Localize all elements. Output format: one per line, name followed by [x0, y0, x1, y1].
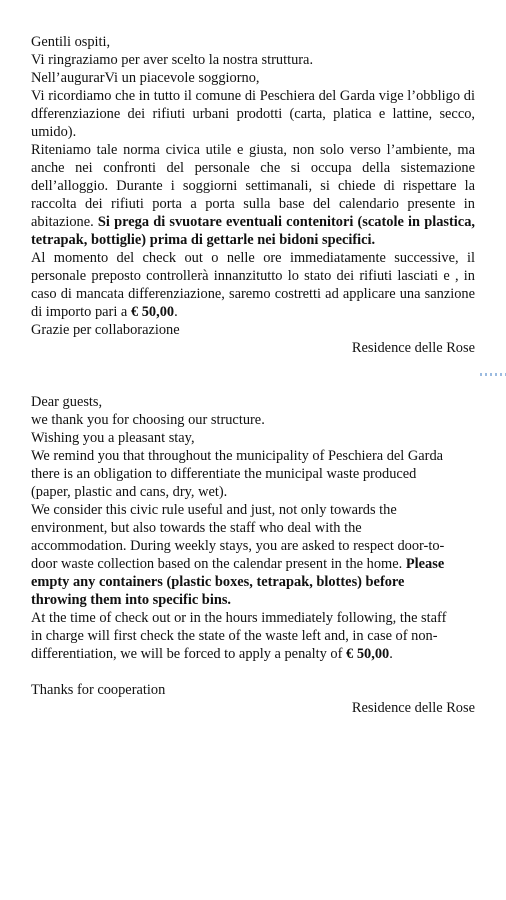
- english-notice: [31, 393, 475, 717]
- english-line6: We consider this civic rule useful and just, not only towards the: [31, 502, 397, 518]
- english-line13: in charge will first check the state of the waste left and, in case of non-: [31, 628, 438, 644]
- english-line2: Wishing you a pleasant stay,: [31, 430, 195, 446]
- english-signature: Residence delle Rose: [351, 700, 475, 716]
- italian-para3-text: Al momento del check out o nelle ore immediatamente successive, il personale preposto controllerà innanzitutto lo stato dei rifiuti lasciati e , in caso di mancata differenziazione, saremo costretti ad applicare una sanzione di importo pari a: [31, 250, 475, 320]
- english-line1: we thank you for choosing our structure.: [31, 412, 265, 428]
- italian-para3: [31, 249, 475, 321]
- italian-para2-text: Riteniamo tale norma civica utile e giusta, non solo verso l’ambiente, ma anche nei confronti del personale che si occupa della sistemazione dell’alloggio. Durante i soggiorni settimanali, si chiede di rispettare la raccolta dei rifiuti porta a porta sulla base del calendario presente in abitazione.: [31, 142, 475, 230]
- english-line14: [31, 645, 475, 663]
- italian-signature: Residence delle Rose: [351, 340, 475, 356]
- decorative-dots: [480, 373, 506, 376]
- english-line9-bold: Please: [405, 556, 445, 572]
- english-greeting: Dear guests,: [31, 394, 103, 410]
- italian-penalty: € 50,00: [130, 304, 175, 320]
- english-line11: [31, 591, 475, 609]
- section-spacer: [31, 357, 475, 393]
- italian-line2: Nell’augurarVi un piacevole soggiorno,: [31, 70, 260, 86]
- italian-para1: Vi ricordiamo che in tutto il comune di Peschiera del Garda vige l’obbligo di dfferenziazione dei rifiuti urbani prodotti (carta, platica e lattine, secco, umido).: [31, 88, 475, 140]
- english-line4: there is an obligation to differentiate the municipal waste produced: [31, 466, 417, 482]
- english-line11-bold: throwing them into specific bins.: [31, 592, 232, 608]
- italian-greeting: Gentili ospiti,: [31, 34, 111, 50]
- english-line9-text: door waste collection based on the calendar present in the home.: [31, 556, 403, 572]
- italian-para2: [31, 141, 475, 249]
- english-line12: At the time of check out or in the hours immediately following, the staff: [31, 610, 447, 626]
- english-line14-end: .: [389, 646, 393, 662]
- english-line3: We remind you that throughout the municipality of Peschiera del Garda: [31, 448, 444, 464]
- english-line14-text: differentiation, we will be forced to apply a penalty of: [31, 646, 343, 662]
- italian-line1: Vi ringraziamo per aver scelto la nostra struttura.: [31, 52, 314, 68]
- english-thanks: Thanks for cooperation: [31, 682, 166, 698]
- english-line5: (paper, plastic and cans, dry, wet).: [31, 484, 228, 500]
- english-line10: [31, 573, 475, 591]
- english-penalty: € 50,00: [346, 646, 390, 662]
- english-line7: environment, but also towards the staff who deal with the: [31, 520, 362, 536]
- thanks-spacer: [31, 663, 475, 681]
- english-line10-bold: empty any containers (plastic boxes, tetrapak, blottes) before: [31, 574, 405, 590]
- italian-para2-bold: Si prega di svuotare eventuali contenitori (scatole in plastica, tetrapak, bottiglie) prima di gettarle nei bidoni specifici.: [31, 214, 475, 248]
- notice-document: [31, 33, 475, 717]
- italian-thanks: Grazie per collaborazione: [31, 322, 180, 338]
- english-line9: [31, 555, 475, 573]
- english-line8: accommodation. During weekly stays, you are asked to respect door-to-: [31, 538, 445, 554]
- italian-para3-end: .: [174, 304, 178, 320]
- italian-notice: [31, 33, 475, 357]
